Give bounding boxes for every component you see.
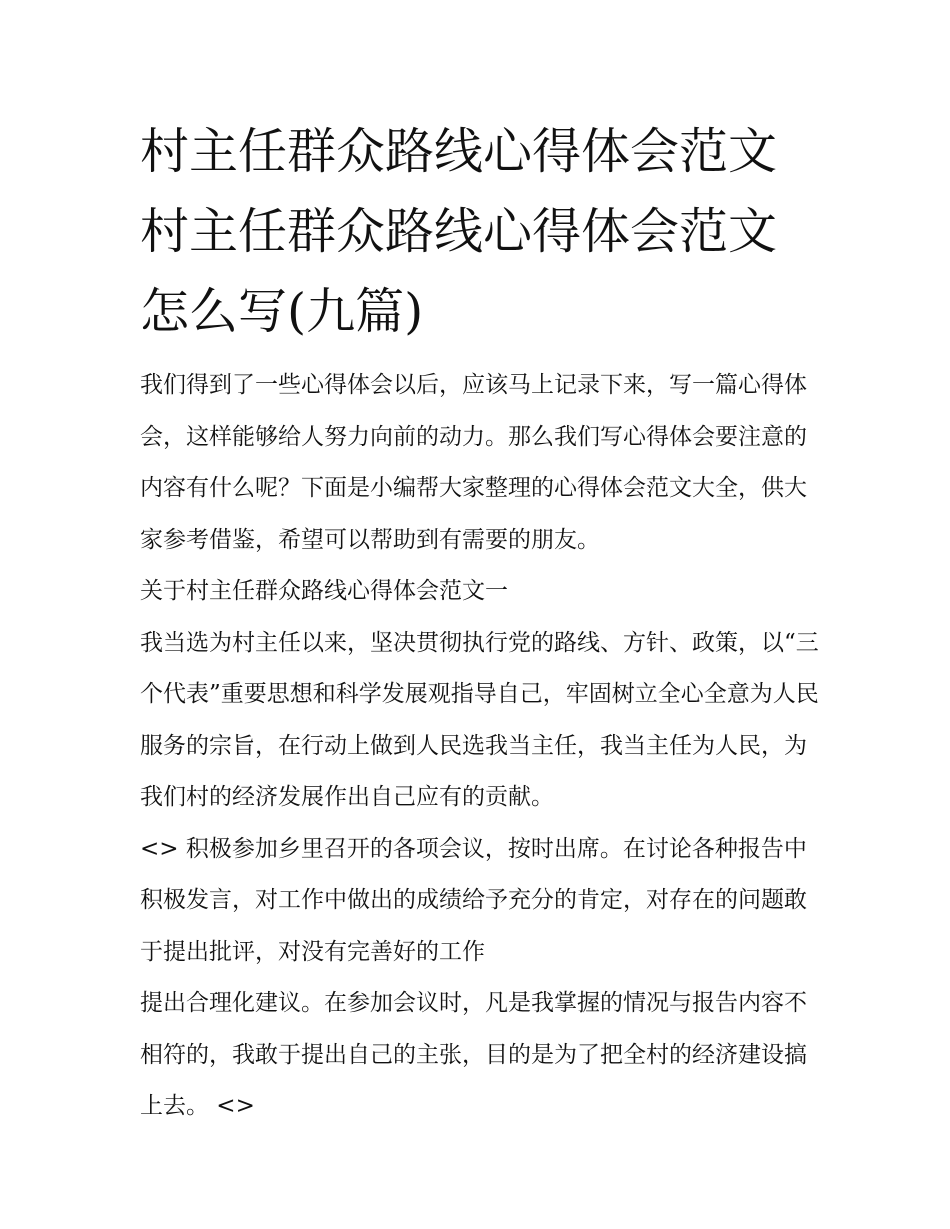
document-title: 村主任群众路线心得体会范文村主任群众路线心得体会范文怎么写(九篇)	[140, 123, 778, 340]
body-paragraph: 提出合理化建议。在参加会议时，凡是我掌握的情况与报告内容不相符的，我敢于提出自己的主张，目的是为了把全村的经济建设搞上去。 <>	[140, 990, 807, 1119]
intro-paragraph: 我们得到了一些心得体会以后，应该马上记录下来，写一篇心得体会，这样能够给人努力向前的动力。那么我们写心得体会要注意的内容有什么呢？下面是小编帮大家整理的心得体会范文大全，供大家参考借鉴，希望可以帮助到有需要的朋友。	[140, 372, 807, 553]
section-heading: 关于村主任群众路线心得体会范文一	[140, 578, 508, 604]
body-paragraph: <> 积极参加乡里召开的各项会议，按时出席。在讨论各种报告中积极发言，对工作中做出的成绩给予充分的肯定，对存在的问题敢于提出批评，对没有完善好的工作	[140, 835, 807, 965]
body-paragraph: 我当选为村主任以来，坚决贯彻执行党的路线、方针、政策，以“三个代表”重要思想和科学发展观指导自己，牢固树立全心全意为人民服务的宗旨，在行动上做到人民选我当主任，我当主任为人民，为我们村的经济发展作出自己应有的贡献。	[140, 629, 819, 810]
document-page	[140, 112, 820, 1133]
document-body	[140, 360, 820, 1133]
